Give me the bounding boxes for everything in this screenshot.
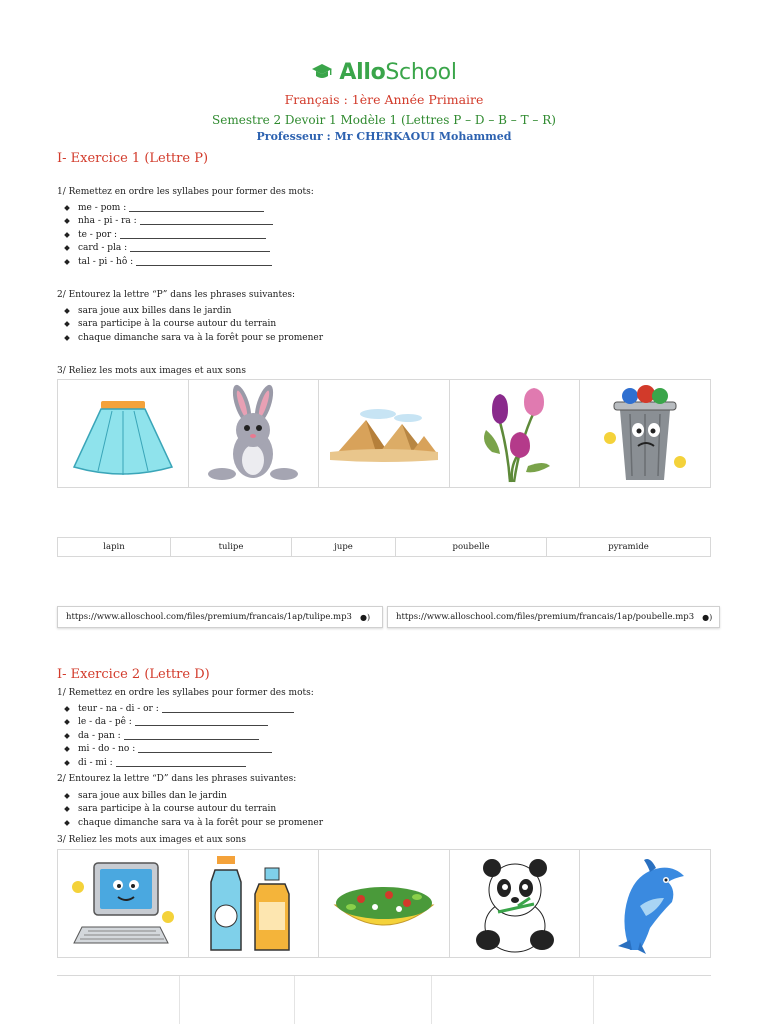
audio-player[interactable] [387, 606, 720, 628]
list-item: te - por : [65, 228, 273, 242]
list-item: le - da - pê : [65, 716, 294, 730]
list-item: tal - pi - hô : [65, 255, 273, 269]
list-item: sara joue aux billes dan le jardin [65, 789, 323, 803]
page-header [0, 58, 768, 143]
list-item: me - pom : [65, 201, 273, 215]
image-cell [580, 380, 710, 487]
dolphin-image [600, 854, 690, 954]
ex2-word-table-stub [57, 975, 711, 1024]
ex2-q2-list [65, 789, 323, 830]
exercise2-title: I- Exercice 2 (Lettre D) [57, 667, 210, 682]
image-cell [319, 380, 450, 487]
image-cell [450, 850, 581, 957]
word-cell[interactable]: pyramide [608, 542, 649, 552]
panda-image [468, 854, 562, 954]
ex1-word-table [57, 537, 711, 557]
list-item: card - pla : [65, 242, 273, 256]
ex2-image-row [57, 849, 711, 958]
list-item: nha - pi - ra : [65, 215, 273, 229]
subject-line: Français : 1ère Année Primaire [284, 92, 484, 107]
alloschool-logo[interactable] [0, 58, 768, 86]
image-cell [58, 850, 189, 957]
audio-url: https://www.alloschool.com/files/premium/francais/1ap/poubelle.mp3 [396, 612, 695, 622]
speaker-icon[interactable]: ●) [702, 612, 713, 622]
audio-url: https://www.alloschool.com/files/premium/francais/1ap/tulipe.mp3 [66, 612, 352, 622]
ex2-q1-list [65, 702, 294, 770]
ex1-image-row [57, 379, 711, 488]
ex1-q3: 3/ Reliez les mots aux images et aux sons [57, 366, 246, 376]
image-cell [189, 850, 320, 957]
trash-bin-image [600, 382, 690, 486]
semester-line: Semestre 2 Devoir 1 Modèle 1 (Lettres P – D – B – T – R) [212, 113, 556, 127]
ex1-audio-row [57, 606, 720, 628]
word-cell[interactable]: tulipe [171, 538, 292, 556]
word-cell[interactable]: poubelle [396, 538, 547, 556]
tulips-image [470, 382, 560, 486]
ex2-q1: 1/ Remettez en ordre les syllabes pour former des mots: [57, 688, 314, 698]
word-cell[interactable]: lapin [58, 538, 171, 556]
teacher-line: Professeur : Mr CHERKAOUI Mohammed [256, 130, 512, 143]
rabbit-image [198, 382, 308, 486]
bottles-image [205, 854, 301, 954]
pyramids-image [328, 404, 440, 464]
skirt-image [68, 389, 178, 479]
image-cell [58, 380, 189, 487]
image-cell [319, 850, 450, 957]
speaker-icon[interactable]: ●) [359, 612, 371, 622]
salad-image [329, 869, 439, 939]
audio-player[interactable] [57, 606, 383, 628]
ex1-q2: 2/ Entourez la lettre “P” dans les phrases suivantes: [57, 290, 296, 300]
list-item: di - mi : [65, 756, 294, 770]
list-item: teur - na - di - or : [65, 702, 294, 716]
list-item: chaque dimanche sara va à la forêt pour se promener [65, 331, 323, 345]
ex2-q2: 2/ Entourez la lettre “D” dans les phrases suivantes: [57, 774, 297, 784]
list-item: sara joue aux billes dans le jardin [65, 304, 323, 318]
exercise1-title: I- Exercice 1 (Lettre P) [57, 151, 209, 166]
ex2-q3: 3/ Reliez les mots aux images et aux sons [57, 835, 246, 845]
list-item: sara participe à la course autour du terrain [65, 803, 323, 817]
list-item: mi - do - no : [65, 743, 294, 757]
image-cell [580, 850, 710, 957]
image-cell [189, 380, 320, 487]
logo-text: AlloSchool [339, 59, 457, 85]
ex1-q1-list [65, 201, 273, 269]
list-item: sara participe à la course autour du terrain [65, 318, 323, 332]
ex1-q2-list [65, 304, 323, 345]
list-item: chaque dimanche sara va à la forêt pour se promener [65, 816, 323, 830]
computer-image [68, 857, 178, 951]
word-cell[interactable]: jupe [292, 538, 396, 556]
list-item: da - pan : [65, 729, 294, 743]
graduation-cap-icon [311, 63, 333, 81]
ex1-q1: 1/ Remettez en ordre les syllabes pour former des mots: [57, 187, 314, 197]
image-cell [450, 380, 581, 487]
